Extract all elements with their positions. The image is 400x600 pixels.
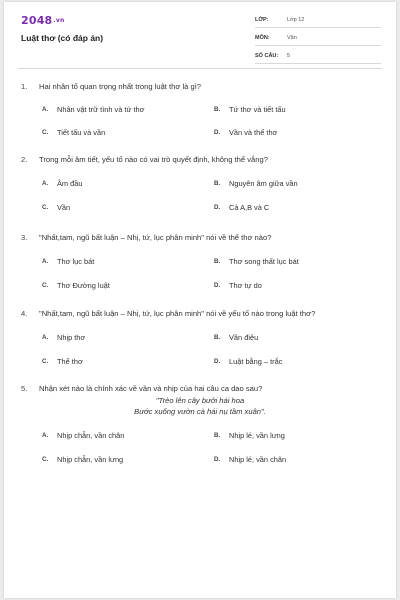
option-letter: B. [214, 180, 221, 187]
document-page [4, 2, 396, 598]
question-text: Hai nhân tố quan trọng nhất trong luật thơ là gì? [39, 82, 202, 91]
option-text: Cả A,B và C [229, 203, 270, 212]
meta-info [255, 13, 381, 67]
document-title: Luật thơ (có đáp án) [21, 33, 104, 43]
option-letter: C. [42, 129, 49, 136]
question-text: Nhận xét nào là chính xác về vần và nhịp của hai câu ca dao sau? [39, 384, 263, 393]
document-header [4, 2, 396, 68]
option-letter: B. [214, 106, 221, 113]
option-text: Thơ tự do [229, 281, 262, 290]
question-number: 1. [21, 82, 28, 91]
question-text: Trong mỗi âm tiết, yếu tố nào có vai trò quyết định, không thể vắng? [39, 155, 268, 164]
question-number: 5. [21, 384, 28, 393]
quote-line: Bước xuống vườn cà hái nụ tầm xuân". [134, 407, 266, 416]
meta-row-count [255, 49, 381, 64]
question-text: "Nhất,tam, ngũ bất luận – Nhị, tứ, lục phân minh" nói về thể thơ nào? [39, 233, 272, 242]
option-letter: A. [42, 106, 49, 113]
option-letter: C. [42, 358, 49, 365]
option-text: Nhịp lẻ, vần lưng [229, 431, 285, 440]
option-letter: A. [42, 258, 49, 265]
option-letter: A. [42, 180, 49, 187]
site-logo[interactable] [21, 14, 64, 27]
option-text: Nhịp chẵn, vần chân [57, 431, 125, 440]
option-text: Nhịp thơ [57, 333, 86, 342]
option-text: Âm đầu [57, 179, 83, 188]
option-text: Tứ thơ và tiết tấu [229, 105, 286, 114]
option-text: Thơ Đường luật [57, 281, 110, 290]
quote-line: "Trèo lên cây bưởi hái hoa [155, 396, 245, 405]
question-number: 3. [21, 233, 28, 242]
meta-value: Văn [287, 35, 297, 41]
option-letter: A. [42, 334, 49, 341]
option-letter: D. [214, 204, 221, 211]
option-text: Vần điệu [229, 333, 259, 342]
option-text: Vần và thể thơ [229, 128, 278, 137]
option-letter: D. [214, 456, 221, 463]
option-text: Thơ lục bát [57, 257, 95, 266]
option-text: Thể thơ [57, 357, 83, 366]
meta-key: LỚP: [255, 17, 269, 23]
option-letter: C. [42, 204, 49, 211]
option-text: Nhịp chẵn, vần lưng [57, 455, 124, 464]
header-divider [18, 68, 382, 69]
logo-text: 2048 [21, 14, 53, 27]
option-text: Vần [57, 203, 71, 212]
logo-tld: .vn [53, 17, 65, 24]
option-letter: C. [42, 456, 49, 463]
option-letter: C. [42, 282, 49, 289]
question-number: 2. [21, 155, 28, 164]
question-number: 4. [21, 309, 28, 318]
meta-key: MÔN: [255, 35, 270, 41]
option-letter: D. [214, 282, 221, 289]
option-text: Nhịp lẻ, vần chân [229, 455, 287, 464]
option-text: Nhân vật trữ tình và tứ thơ [57, 105, 145, 114]
meta-value: Lớp 12 [287, 17, 305, 23]
option-text: Nguyên âm giữa vần [229, 179, 298, 188]
option-letter: D. [214, 358, 221, 365]
option-text: Thơ song thất lục bát [229, 257, 299, 266]
option-text: Luật bằng – trắc [229, 357, 283, 366]
question-text: "Nhất,tam, ngũ bất luận – Nhị, tứ, lục phân minh" nói về yếu tố nào trong luật thơ? [39, 309, 316, 318]
meta-row-class [255, 13, 381, 28]
option-letter: B. [214, 334, 221, 341]
option-letter: B. [214, 432, 221, 439]
meta-value: 5 [287, 53, 291, 59]
option-letter: A. [42, 432, 49, 439]
option-letter: B. [214, 258, 221, 265]
option-letter: D. [214, 129, 221, 136]
meta-row-subject [255, 31, 381, 46]
meta-key: SỐ CÂU: [255, 53, 279, 59]
option-text: Tiết tấu và vần [57, 128, 106, 137]
